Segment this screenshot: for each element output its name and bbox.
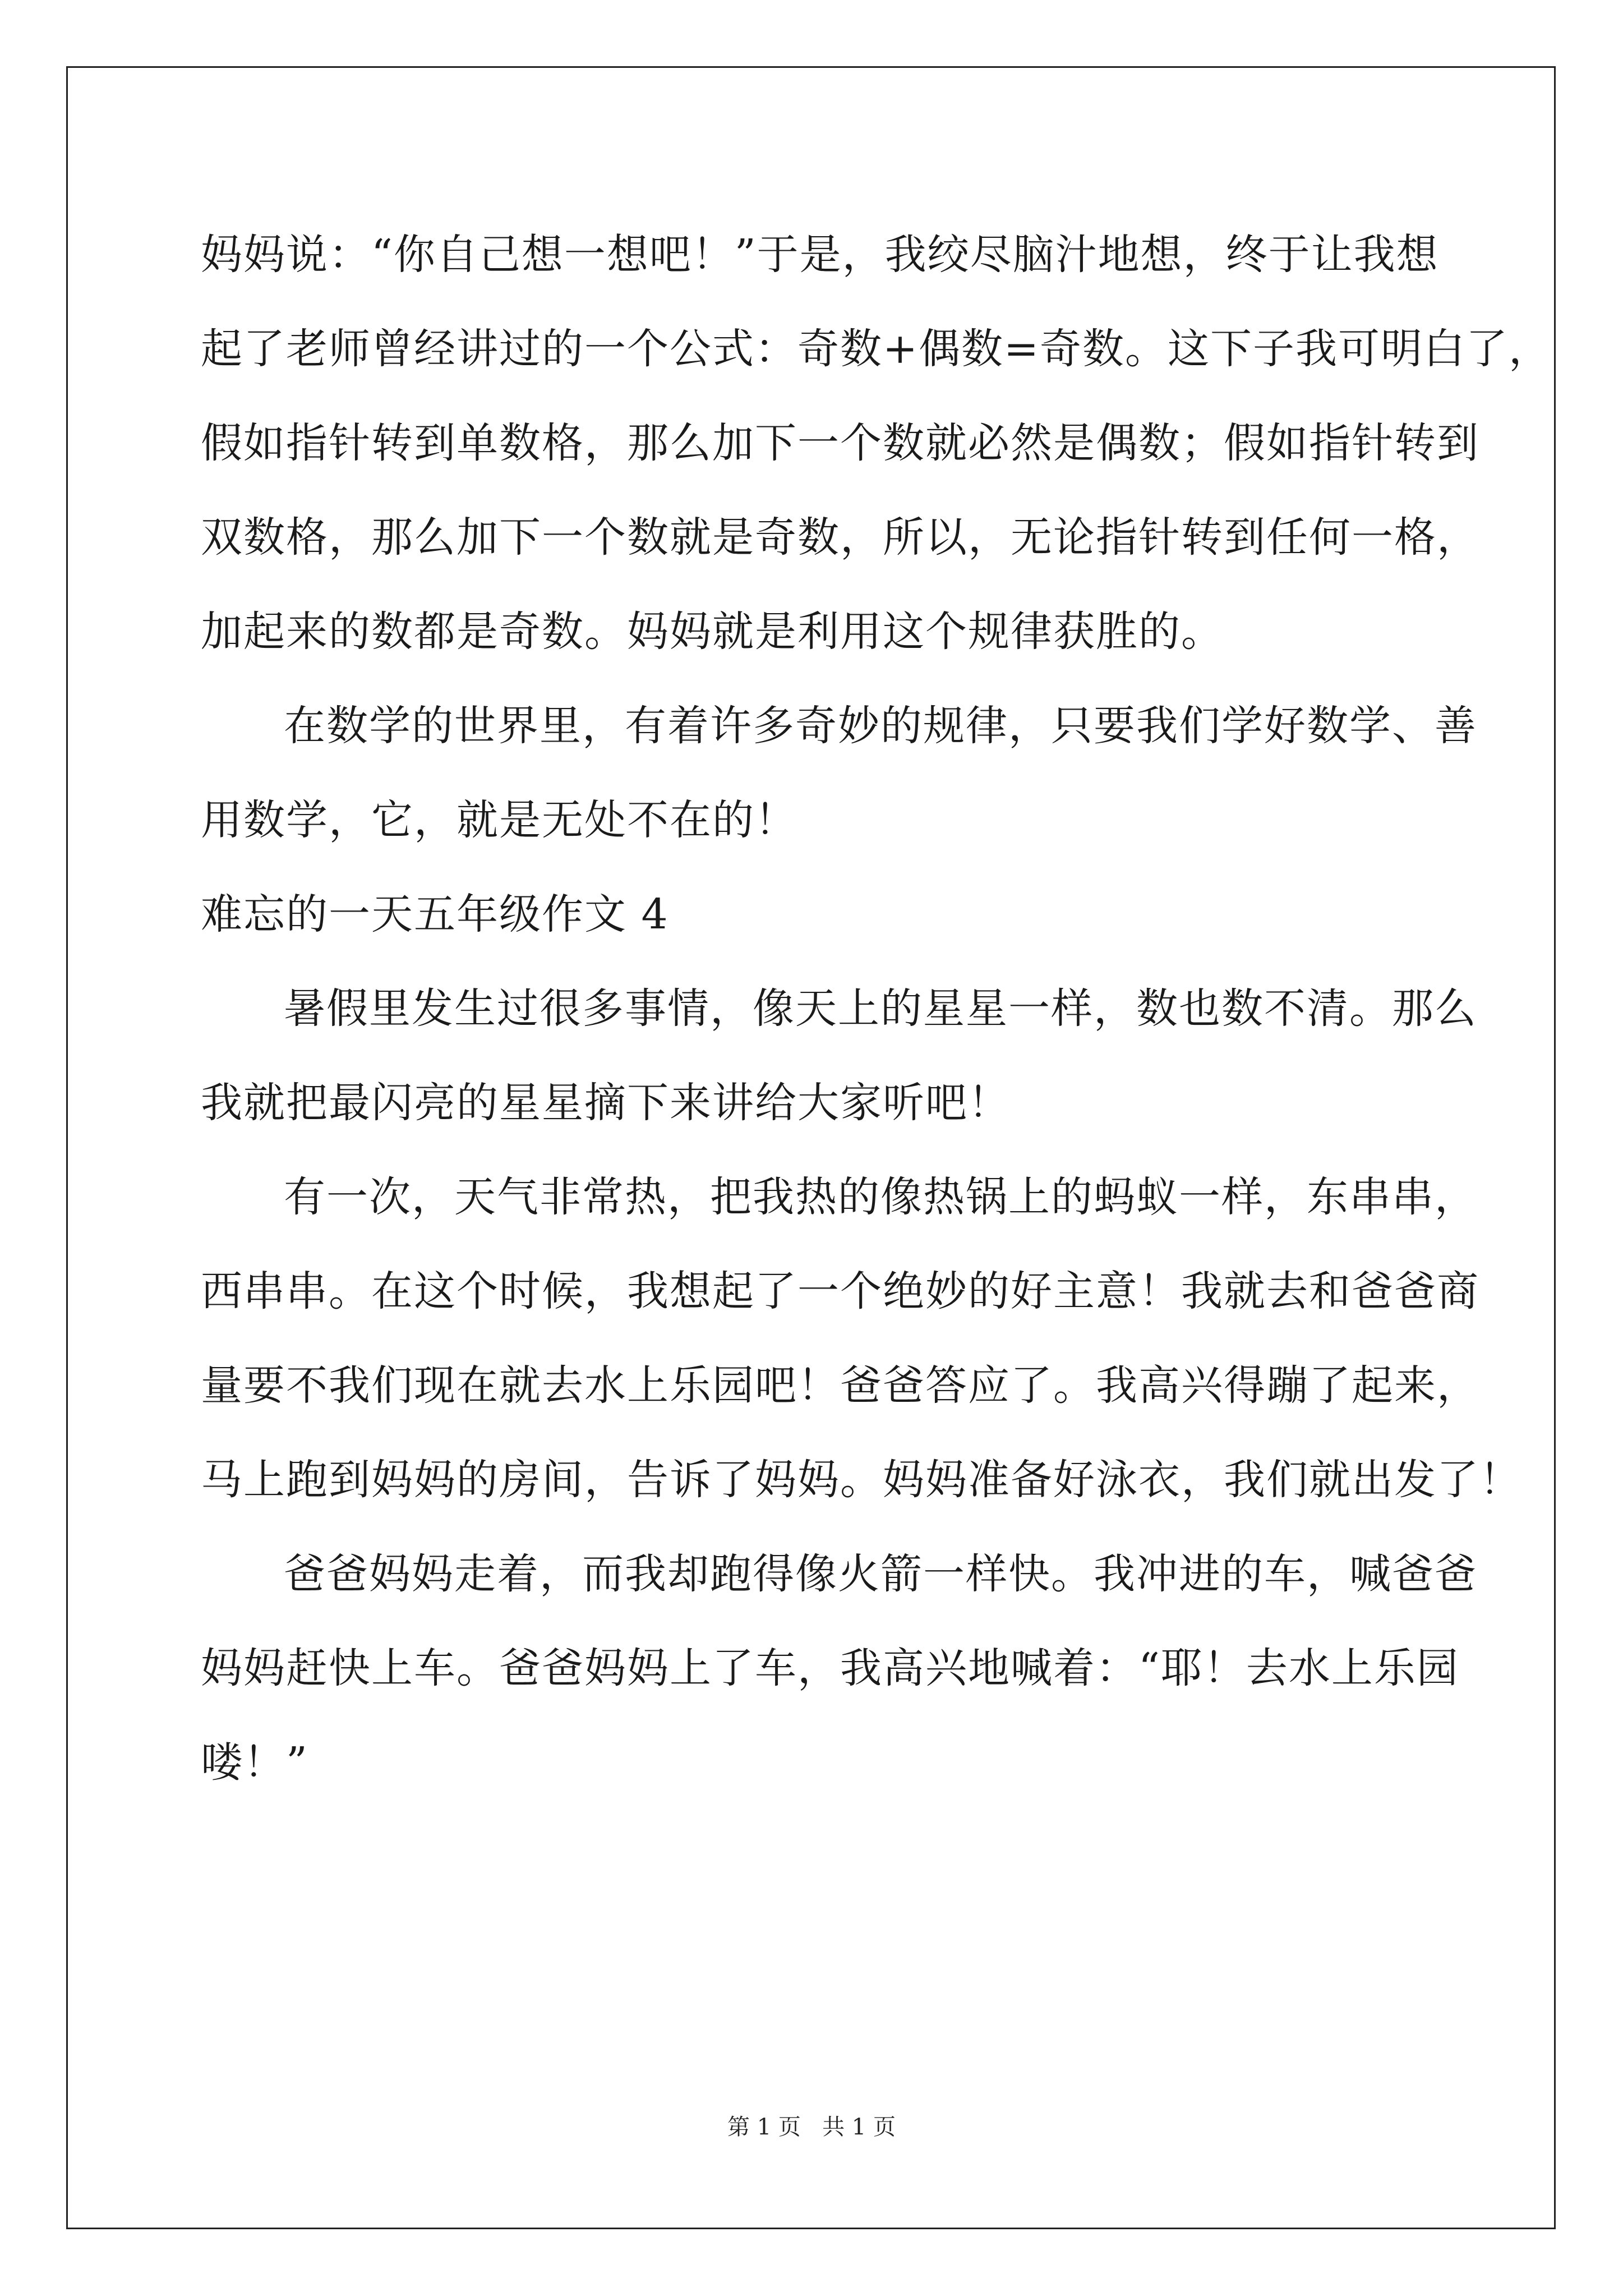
text-line-4: 双数格，那么加下一个数就是奇数，所以，无论指针转到任何一格， <box>201 513 1479 562</box>
text-line-15: 爸爸妈妈走着，而我却跑得像火箭一样快。我冲进的车，喊爸爸 <box>284 1550 1477 1598</box>
section-heading: 难忘的一天五年级作文 4 <box>201 890 669 938</box>
text-line-5: 加起来的数都是奇数。妈妈就是利用这个规律获胜的。 <box>201 608 1224 656</box>
text-line-2: 起了老师曾经讲过的一个公式：奇数+偶数=奇数。这下子我可明白了， <box>201 325 1552 373</box>
text-line-12: 西串串。在这个时候，我想起了一个绝妙的好主意！我就去和爸爸商 <box>201 1267 1479 1315</box>
text-line-7: 用数学，它，就是无处不在的！ <box>201 796 797 844</box>
text-line-3: 假如指针转到单数格，那么加下一个数就必然是偶数；假如指针转到 <box>201 419 1479 467</box>
text-line-11: 有一次，天气非常热，把我热的像热锅上的蚂蚁一样，东串串， <box>284 1173 1477 1221</box>
text-line-10: 我就把最闪亮的星星摘下来讲给大家听吧！ <box>201 1079 1011 1127</box>
text-line-17: 喽！” <box>201 1738 308 1787</box>
page-footer: 第 1 页 共 1 页 <box>727 2114 896 2140</box>
text-line-13: 量要不我们现在就去水上乐园吧！爸爸答应了。我高兴得蹦了起来， <box>201 1361 1479 1410</box>
text-line-16: 妈妈赶快上车。爸爸妈妈上了车，我高兴地喊着：“耶！去水上乐园 <box>201 1644 1459 1692</box>
document-body <box>201 208 1552 1810</box>
text-line-1: 妈妈说：“你自己想一想吧！”于是，我绞尽脑汁地想，终于让我想 <box>201 231 1439 279</box>
text-line-14: 马上跑到妈妈的房间，告诉了妈妈。妈妈准备好泳衣，我们就出发了！ <box>201 1456 1522 1504</box>
text-line-9: 暑假里发生过很多事情，像天上的星星一样，数也数不清。那么 <box>284 984 1477 1033</box>
text-line-6: 在数学的世界里，有着许多奇妙的规律，只要我们学好数学、善 <box>284 702 1477 750</box>
